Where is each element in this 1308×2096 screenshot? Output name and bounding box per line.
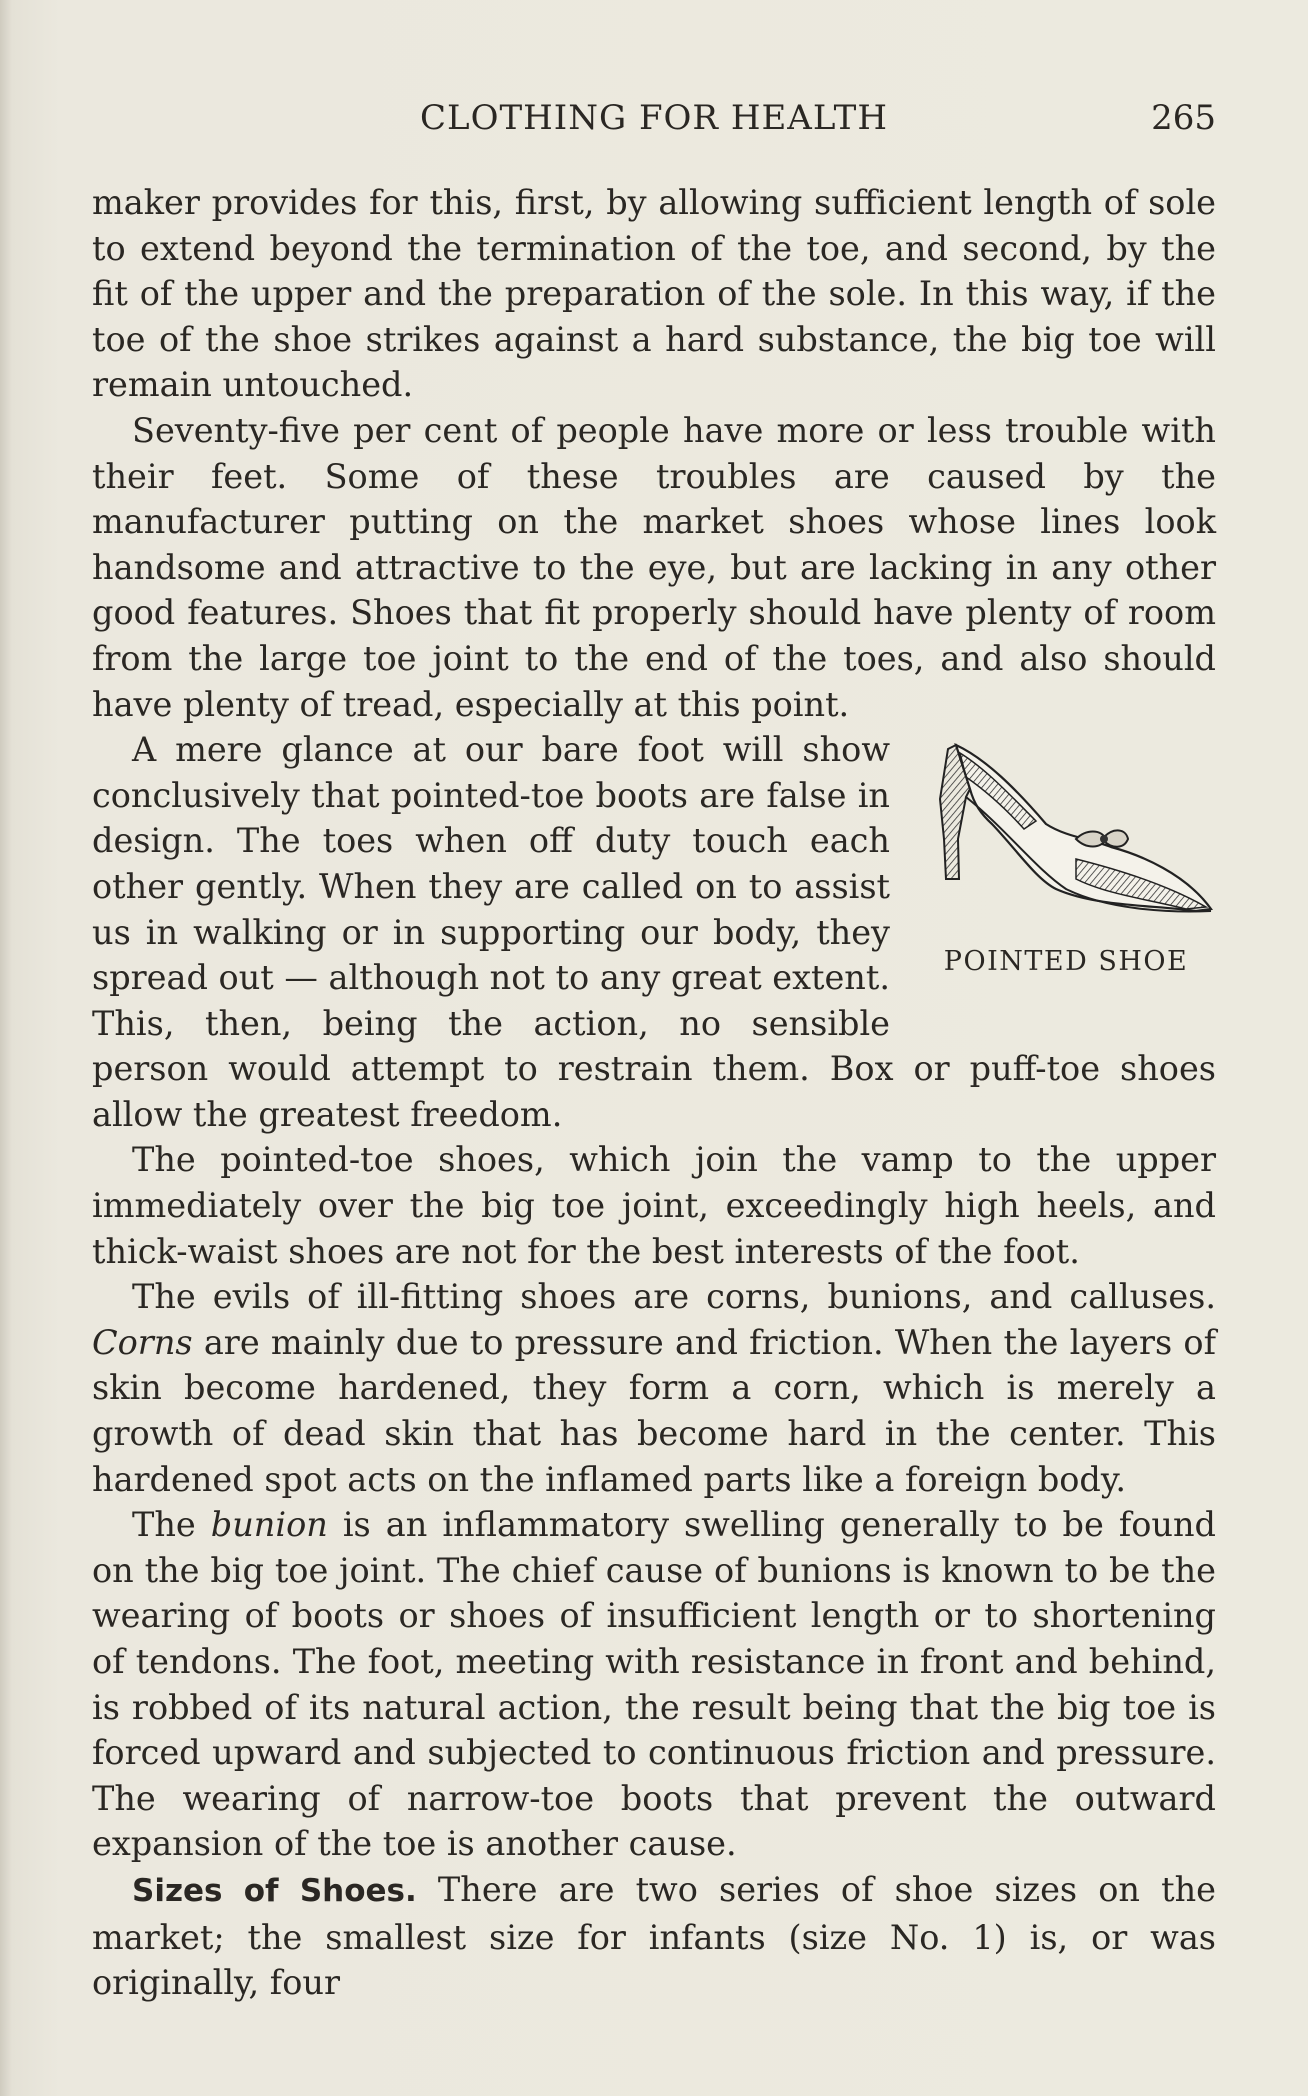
figure-caption: POINTED SHOE [943, 946, 1189, 978]
paragraph-6-rest: is an inflammatory swelling generally to be found on the big toe joint. The chief cause of bunions is known to be the wearing of boots or shoes of insufficient length or to shortening of tendons. The foot, meeting with resistance in front and behind, is robbed of its natural action, the result being that the big toe is forced upward and subjected to continuous friction and pressure. The wearing of narrow-toe boots that prevent the outward expansion of the toe is another cause. [92, 1505, 1216, 1864]
paragraph-3: A mere glance at our bare foot will show conclusively that pointed-toe boots are false in design. The toes when off duty touch each other gently. When they are called on to assist us in walking or in supporting our body, they spread out — although not to any great extent. This, then, being the action, no sensible person would attempt to restrain them. Box or puff-toe shoes allow the greatest freedom. [92, 730, 1216, 1134]
paragraph-4: The pointed-toe shoes, which join the vamp to the upper immediately over the big toe joint, exceedingly high heels, and thick-waist shoes are not for the best interests of the foot. [92, 1140, 1216, 1271]
paragraph-6 [92, 1502, 1216, 1867]
body-text [92, 180, 1216, 2006]
section-heading-sizes-of-shoes: Sizes of Shoes. [132, 1872, 417, 1909]
pointed-shoe-illustration-icon [926, 729, 1216, 929]
paragraph-6-lead: The [132, 1505, 196, 1545]
paragraph-7 [92, 1867, 1216, 2006]
page-header [92, 98, 1216, 148]
paragraph-5-lead: The evils of ill-fitting shoes are corns, bunions, and calluses. [132, 1277, 1216, 1317]
term-corns: Corns [92, 1322, 193, 1362]
paragraph-2: Seventy-five per cent of people have more or less trouble with their feet. Some of these troubles are caused by the manufacturer putting on the market shoes whose lines look handsome and attractive to the eye, but are lacking in any other good features. Shoes that fit properly should have plenty of room from the large toe joint to the end of the toes, and also should have plenty of tread, especially at this point. [92, 410, 1216, 724]
page-number: 265 [1151, 98, 1216, 138]
term-bunion: bunion [210, 1505, 328, 1545]
pointed-shoe-figure [916, 729, 1216, 1004]
running-head: CLOTHING FOR HEALTH [420, 98, 888, 138]
paragraph-1: maker provides for this, first, by allowing sufficient length of sole to extend beyond the termination of the toe, and second, by the fit of the upper and the preparation of the sole. In this way, if the toe of the shoe strikes against a hard substance, the big toe will remain untouched. [92, 183, 1216, 405]
paragraph-5 [92, 1274, 1216, 1502]
paragraph-7-text: There are two series of shoe sizes on the market; the smallest size for infants (size No. 1) is, or was originally, four [92, 1869, 1216, 2003]
paragraph-5-rest: are mainly due to pressure and friction. When the layers of skin become hardened, they form a corn, which is merely a growth of dead skin that has become hard in the center. This hardened spot acts on the inflamed parts like a foreign body. [92, 1322, 1216, 1499]
